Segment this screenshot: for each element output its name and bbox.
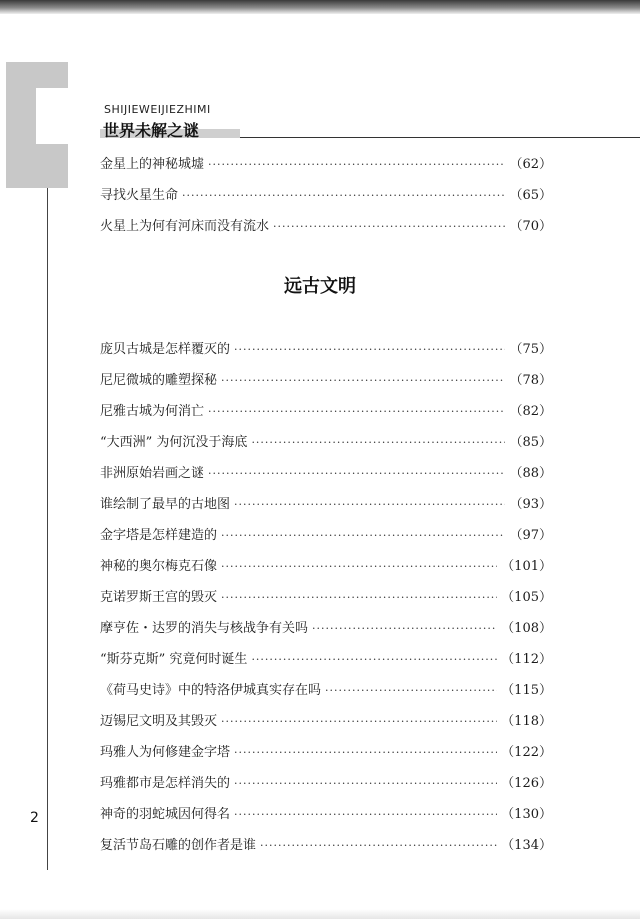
- toc-entry[interactable]: [100, 489, 552, 520]
- toc-entry[interactable]: [100, 365, 552, 396]
- toc-entry-title: 非洲原始岩画之谜: [100, 466, 205, 481]
- toc-entry-page: （88）: [509, 466, 552, 481]
- toc-entry-title: 克诺罗斯王宫的毁灭: [100, 590, 218, 605]
- toc-entry-page: （65）: [509, 188, 552, 203]
- toc-entry[interactable]: [100, 551, 552, 582]
- section-title: 远古文明: [284, 276, 356, 297]
- toc-entry[interactable]: [100, 149, 552, 180]
- toc-entry-page: （62）: [509, 157, 552, 172]
- toc-entry[interactable]: [100, 675, 552, 706]
- toc-entry-page: （108）: [501, 621, 552, 636]
- dot-leader: [251, 427, 505, 458]
- toc-entry-title: 玛雅人为何修建金字塔: [100, 745, 231, 760]
- toc-entry-page: （101）: [501, 559, 552, 574]
- toc-entry-title: 金字塔是怎样建造的: [100, 528, 218, 543]
- toc-entry-title: 尼雅古城为何消亡: [100, 404, 205, 419]
- toc-entry-page: （134）: [501, 838, 552, 853]
- scan-top-edge: [0, 0, 640, 14]
- toc-entry-title: 复活节岛石雕的创作者是谁: [100, 838, 257, 853]
- toc-entry[interactable]: [100, 396, 552, 427]
- toc-entry-title: 尼尼微城的雕塑探秘: [100, 373, 218, 388]
- toc-entry-page: （70）: [509, 219, 552, 234]
- toc-entry[interactable]: [100, 830, 552, 861]
- toc-entry-page: （75）: [509, 342, 552, 357]
- dot-leader: [221, 582, 497, 613]
- toc-entry-page: （105）: [501, 590, 552, 605]
- scan-bottom-edge: [0, 909, 640, 919]
- toc-entry-title: “大西洲” 为何沉没于海底: [100, 435, 248, 450]
- toc-entry[interactable]: [100, 706, 552, 737]
- toc-list: [100, 334, 552, 861]
- toc-entry-page: （126）: [501, 776, 552, 791]
- dot-leader: [221, 551, 497, 582]
- dot-leader: [182, 180, 505, 211]
- dot-leader: [221, 520, 505, 551]
- toc-entry-page: （130）: [501, 807, 552, 822]
- toc-entry-page: （82）: [509, 404, 552, 419]
- page-number: 2: [30, 810, 39, 826]
- corner-decoration-notch: [36, 88, 68, 144]
- toc-entry-title: “斯芬克斯” 究竟何时诞生: [100, 652, 248, 667]
- toc-entry-title: 摩亨佐・达罗的消失与核战争有关吗: [100, 621, 309, 636]
- dot-leader: [221, 706, 497, 737]
- toc-entry[interactable]: [100, 799, 552, 830]
- toc-entry-title: 火星上为何有河床而没有流水: [100, 219, 270, 234]
- toc-list-continued: [100, 149, 552, 242]
- dot-leader: [221, 365, 505, 396]
- dot-leader: [325, 675, 497, 706]
- toc-entry[interactable]: [100, 427, 552, 458]
- dot-leader: [234, 334, 505, 365]
- toc-entry[interactable]: [100, 520, 552, 551]
- toc-entry-page: （115）: [501, 683, 552, 698]
- running-header-title: 世界未解之谜: [103, 121, 200, 140]
- toc-entry-title: 神奇的羽蛇城因何得名: [100, 807, 231, 822]
- toc-entry-page: （118）: [501, 714, 552, 729]
- dot-leader: [208, 396, 505, 427]
- toc-entry-title: 谁绘制了最早的古地图: [100, 497, 231, 512]
- toc-entry-title: 寻找火星生命: [100, 188, 179, 203]
- dot-leader: [312, 613, 497, 644]
- toc-entry-title: 迈锡尼文明及其毁灭: [100, 714, 218, 729]
- toc-entry[interactable]: [100, 458, 552, 489]
- toc-entry-title: 金星上的神秘城墟: [100, 157, 205, 172]
- running-header-pinyin: SHIJIEWEIJIEZHIMI: [104, 103, 211, 116]
- dot-leader: [234, 768, 497, 799]
- dot-leader: [234, 799, 497, 830]
- toc-entry-page: （85）: [509, 435, 552, 450]
- toc-entry-title: 《荷马史诗》中的特洛伊城真实存在吗: [100, 683, 322, 698]
- toc-entry-title: 神秘的奥尔梅克石像: [100, 559, 218, 574]
- toc-entry[interactable]: [100, 644, 552, 675]
- dot-leader: [208, 458, 505, 489]
- dot-leader: [234, 489, 505, 520]
- toc-entry-page: （97）: [509, 528, 552, 543]
- toc-entry[interactable]: [100, 334, 552, 365]
- toc-entry[interactable]: [100, 613, 552, 644]
- toc-entry-page: （112）: [501, 652, 552, 667]
- toc-entry[interactable]: [100, 211, 552, 242]
- toc-entry-page: （122）: [501, 745, 552, 760]
- toc-entry-page: （78）: [509, 373, 552, 388]
- dot-leader: [251, 644, 497, 675]
- toc-entry[interactable]: [100, 768, 552, 799]
- dot-leader: [260, 830, 497, 861]
- toc-entry[interactable]: [100, 737, 552, 768]
- toc-entry-title: 玛雅都市是怎样消失的: [100, 776, 231, 791]
- toc-entry[interactable]: [100, 180, 552, 211]
- dot-leader: [234, 737, 497, 768]
- dot-leader: [208, 149, 505, 180]
- toc-entry-page: （93）: [509, 497, 552, 512]
- toc-entry[interactable]: [100, 582, 552, 613]
- header-rule: [240, 137, 640, 138]
- toc-entry-title: 庞贝古城是怎样覆灭的: [100, 342, 231, 357]
- dot-leader: [273, 211, 505, 242]
